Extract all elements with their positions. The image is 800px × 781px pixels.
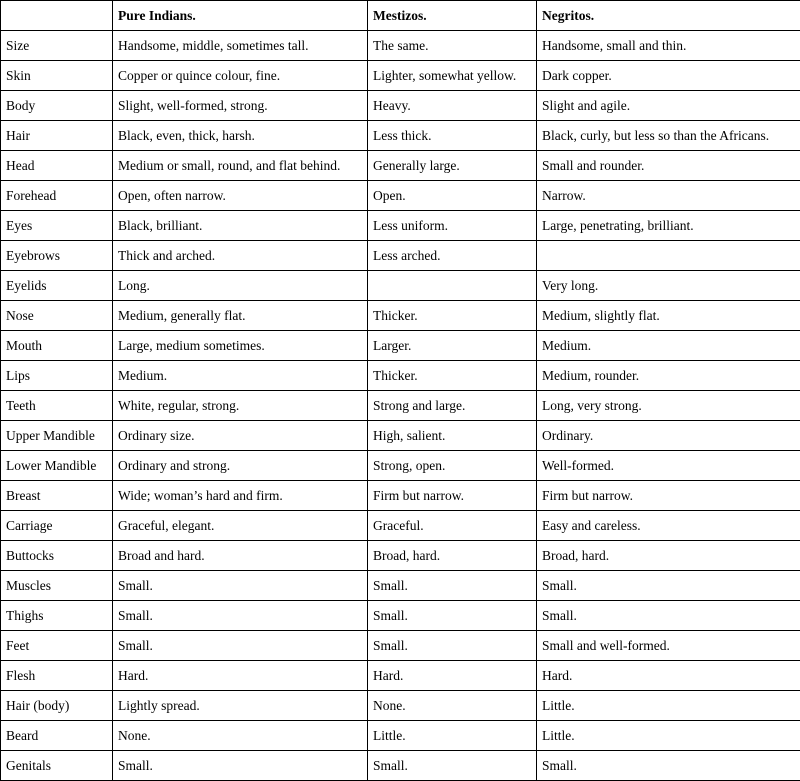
negritos-cell: Hard. bbox=[537, 661, 800, 691]
negritos-cell: Ordinary. bbox=[537, 421, 800, 451]
table-row bbox=[1, 391, 800, 421]
table-row bbox=[1, 451, 800, 481]
mestizos-cell: Heavy. bbox=[368, 91, 537, 121]
pure-indians-cell: White, regular, strong. bbox=[113, 391, 368, 421]
negritos-cell: Little. bbox=[537, 721, 800, 751]
mestizos-cell: Hard. bbox=[368, 661, 537, 691]
trait-cell: Forehead bbox=[1, 181, 113, 211]
table-row bbox=[1, 31, 800, 61]
mestizos-cell: Open. bbox=[368, 181, 537, 211]
trait-cell: Lips bbox=[1, 361, 113, 391]
pure-indians-cell: Open, often narrow. bbox=[113, 181, 368, 211]
pure-indians-cell: Medium. bbox=[113, 361, 368, 391]
table-row bbox=[1, 241, 800, 271]
pure-indians-cell: Small. bbox=[113, 751, 368, 781]
trait-cell: Breast bbox=[1, 481, 113, 511]
table-row bbox=[1, 721, 800, 751]
mestizos-cell: Thicker. bbox=[368, 301, 537, 331]
table-row bbox=[1, 121, 800, 151]
pure-indians-cell: Black, even, thick, harsh. bbox=[113, 121, 368, 151]
table-row bbox=[1, 511, 800, 541]
pure-indians-cell: Handsome, middle, sometimes tall. bbox=[113, 31, 368, 61]
mestizos-cell: The same. bbox=[368, 31, 537, 61]
mestizos-cell: Strong, open. bbox=[368, 451, 537, 481]
trait-cell: Beard bbox=[1, 721, 113, 751]
table-row bbox=[1, 541, 800, 571]
mestizos-cell: Lighter, somewhat yellow. bbox=[368, 61, 537, 91]
trait-cell: Upper Mandible bbox=[1, 421, 113, 451]
table-row bbox=[1, 661, 800, 691]
trait-cell: Eyes bbox=[1, 211, 113, 241]
negritos-cell bbox=[537, 241, 800, 271]
negritos-cell: Little. bbox=[537, 691, 800, 721]
trait-cell: Hair bbox=[1, 121, 113, 151]
trait-cell: Eyelids bbox=[1, 271, 113, 301]
trait-cell: Skin bbox=[1, 61, 113, 91]
negritos-cell: Firm but narrow. bbox=[537, 481, 800, 511]
trait-cell: Nose bbox=[1, 301, 113, 331]
negritos-cell: Medium, rounder. bbox=[537, 361, 800, 391]
negritos-cell: Narrow. bbox=[537, 181, 800, 211]
negritos-cell: Small. bbox=[537, 571, 800, 601]
mestizos-cell: Less thick. bbox=[368, 121, 537, 151]
table-row bbox=[1, 631, 800, 661]
pure-indians-cell: Slight, well-formed, strong. bbox=[113, 91, 368, 121]
trait-cell: Body bbox=[1, 91, 113, 121]
negritos-cell: Well-formed. bbox=[537, 451, 800, 481]
pure-indians-cell: Ordinary size. bbox=[113, 421, 368, 451]
trait-cell: Lower Mandible bbox=[1, 451, 113, 481]
pure-indians-cell: Small. bbox=[113, 601, 368, 631]
mestizos-cell: Graceful. bbox=[368, 511, 537, 541]
negritos-cell: Dark copper. bbox=[537, 61, 800, 91]
negritos-cell: Small and rounder. bbox=[537, 151, 800, 181]
pure-indians-cell: Small. bbox=[113, 631, 368, 661]
trait-cell: Eyebrows bbox=[1, 241, 113, 271]
trait-cell: Flesh bbox=[1, 661, 113, 691]
mestizos-cell: High, salient. bbox=[368, 421, 537, 451]
pure-indians-cell: Ordinary and strong. bbox=[113, 451, 368, 481]
trait-cell: Teeth bbox=[1, 391, 113, 421]
table-row bbox=[1, 751, 800, 781]
negritos-cell: Small. bbox=[537, 751, 800, 781]
mestizos-cell: Small. bbox=[368, 751, 537, 781]
negritos-cell: Medium. bbox=[537, 331, 800, 361]
trait-cell: Hair (body) bbox=[1, 691, 113, 721]
trait-cell: Muscles bbox=[1, 571, 113, 601]
pure-indians-cell: Lightly spread. bbox=[113, 691, 368, 721]
table-row bbox=[1, 151, 800, 181]
mestizos-cell: Small. bbox=[368, 631, 537, 661]
mestizos-cell: None. bbox=[368, 691, 537, 721]
table-row bbox=[1, 181, 800, 211]
table-row bbox=[1, 571, 800, 601]
pure-indians-cell: Broad and hard. bbox=[113, 541, 368, 571]
trait-cell: Mouth bbox=[1, 331, 113, 361]
header-row bbox=[1, 1, 800, 31]
mestizos-cell: Small. bbox=[368, 571, 537, 601]
header-cell-blank bbox=[1, 1, 113, 31]
pure-indians-cell: Thick and arched. bbox=[113, 241, 368, 271]
pure-indians-cell: Copper or quince colour, fine. bbox=[113, 61, 368, 91]
trait-cell: Head bbox=[1, 151, 113, 181]
pure-indians-cell: None. bbox=[113, 721, 368, 751]
negritos-cell: Black, curly, but less so than the Africans. bbox=[537, 121, 800, 151]
trait-cell: Thighs bbox=[1, 601, 113, 631]
table-row bbox=[1, 361, 800, 391]
negritos-cell: Broad, hard. bbox=[537, 541, 800, 571]
mestizos-cell: Small. bbox=[368, 601, 537, 631]
pure-indians-cell: Graceful, elegant. bbox=[113, 511, 368, 541]
pure-indians-cell: Large, medium sometimes. bbox=[113, 331, 368, 361]
trait-cell: Size bbox=[1, 31, 113, 61]
table-row bbox=[1, 601, 800, 631]
table-row bbox=[1, 691, 800, 721]
mestizos-cell: Generally large. bbox=[368, 151, 537, 181]
header-cell-negritos: Negritos. bbox=[537, 1, 800, 31]
mestizos-cell: Firm but narrow. bbox=[368, 481, 537, 511]
table-row bbox=[1, 91, 800, 121]
trait-cell: Buttocks bbox=[1, 541, 113, 571]
pure-indians-cell: Small. bbox=[113, 571, 368, 601]
table-row bbox=[1, 211, 800, 241]
negritos-cell: Long, very strong. bbox=[537, 391, 800, 421]
mestizos-cell: Little. bbox=[368, 721, 537, 751]
pure-indians-cell: Hard. bbox=[113, 661, 368, 691]
negritos-cell: Slight and agile. bbox=[537, 91, 800, 121]
table-row bbox=[1, 271, 800, 301]
table-body bbox=[1, 31, 800, 781]
mestizos-cell: Broad, hard. bbox=[368, 541, 537, 571]
mestizos-cell: Thicker. bbox=[368, 361, 537, 391]
pure-indians-cell: Long. bbox=[113, 271, 368, 301]
trait-cell: Genitals bbox=[1, 751, 113, 781]
table-row bbox=[1, 301, 800, 331]
negritos-cell: Very long. bbox=[537, 271, 800, 301]
mestizos-cell: Less uniform. bbox=[368, 211, 537, 241]
pure-indians-cell: Wide; woman’s hard and firm. bbox=[113, 481, 368, 511]
header-cell-mestizos: Mestizos. bbox=[368, 1, 537, 31]
table-row bbox=[1, 331, 800, 361]
negritos-cell: Small and well-formed. bbox=[537, 631, 800, 661]
negritos-cell: Large, penetrating, brilliant. bbox=[537, 211, 800, 241]
mestizos-cell: Strong and large. bbox=[368, 391, 537, 421]
table-row bbox=[1, 481, 800, 511]
mestizos-cell: Less arched. bbox=[368, 241, 537, 271]
pure-indians-cell: Medium, generally flat. bbox=[113, 301, 368, 331]
negritos-cell: Medium, slightly flat. bbox=[537, 301, 800, 331]
mestizos-cell: Larger. bbox=[368, 331, 537, 361]
negritos-cell: Handsome, small and thin. bbox=[537, 31, 800, 61]
pure-indians-cell: Black, brilliant. bbox=[113, 211, 368, 241]
pure-indians-cell: Medium or small, round, and flat behind. bbox=[113, 151, 368, 181]
table-row bbox=[1, 421, 800, 451]
negritos-cell: Small. bbox=[537, 601, 800, 631]
trait-cell: Carriage bbox=[1, 511, 113, 541]
trait-cell: Feet bbox=[1, 631, 113, 661]
negritos-cell: Easy and careless. bbox=[537, 511, 800, 541]
header-cell-pure-indians: Pure Indians. bbox=[113, 1, 368, 31]
mestizos-cell bbox=[368, 271, 537, 301]
table-row bbox=[1, 61, 800, 91]
